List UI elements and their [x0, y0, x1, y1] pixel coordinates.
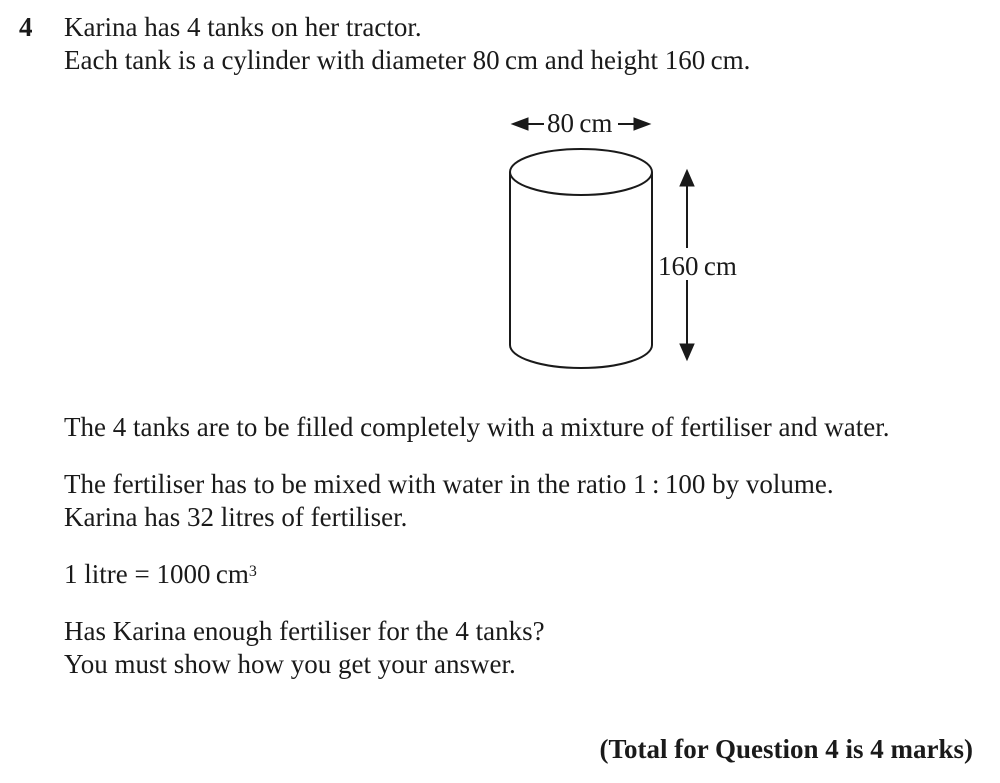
intro-line-2: Each tank is a cylinder with diameter 80 cm and height 160 cm.: [64, 45, 751, 75]
conversion-superscript: 3: [248, 563, 257, 580]
cylinder-diagram: [500, 100, 760, 380]
prompt-line-1: Has Karina enough fertiliser for the 4 tanks?: [64, 616, 545, 646]
question-number: 4: [19, 12, 33, 42]
paragraph-3: Karina has 32 litres of fertiliser.: [64, 502, 408, 532]
conversion-text: 1 litre = 1000 cm: [64, 559, 249, 589]
paragraph-2: The fertiliser has to be mixed with water in the ratio 1 : 100 by volume.: [64, 469, 834, 499]
unit-conversion: [64, 558, 257, 590]
intro-line-1: Karina has 4 tanks on her tractor.: [64, 12, 422, 42]
cylinder-shape: [510, 149, 652, 368]
height-label: 160 cm: [658, 251, 737, 281]
total-marks: (Total for Question 4 is 4 marks): [599, 734, 973, 764]
diameter-label: 80 cm: [547, 108, 613, 138]
prompt-line-2: You must show how you get your answer.: [64, 649, 516, 679]
paragraph-1: The 4 tanks are to be filled completely with a mixture of fertiliser and water.: [64, 412, 890, 442]
